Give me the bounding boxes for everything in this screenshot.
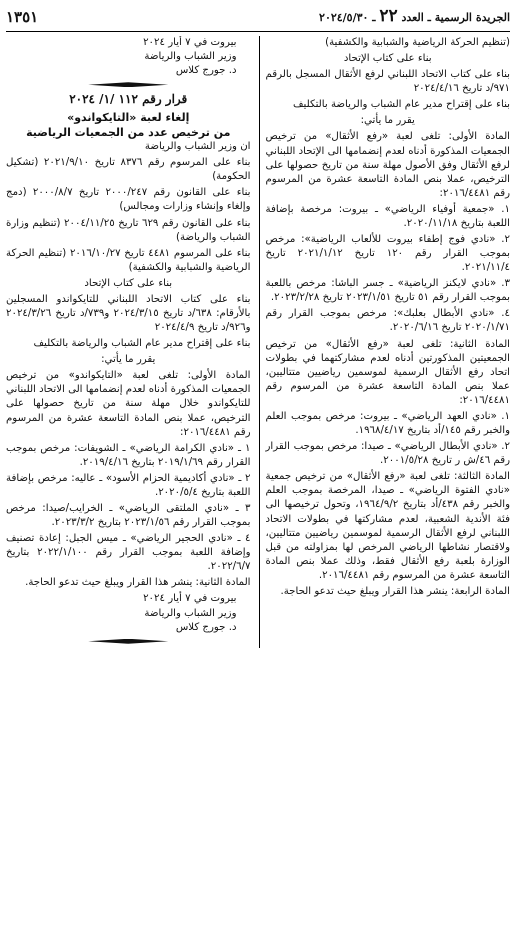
text-line: بناء على كتاب الاتحاد اللبناني لرفع الأثقال المسجل بالرقم ٩٧١/د تاريخ ٢٠٢٤/٤/١٦: [265, 69, 510, 95]
list-item: ١ ـ «نادي الكرامة الرياضي» ـ الشويفات: مرخص بموجب القرار رقم ٢٠١٩/١/٦٩ بتاريخ ٢٠١٩/٤/١٦.: [6, 442, 251, 468]
text-line: بناء على كتاب الاتحاد اللبناني للتايكواندو المسجلين بالأرقام: ٦٣٨/د تاريخ ٢٠٢٤/٣/١٥ و٧٣٩/د تاريخ ٢٠٢٤/٣/٢٦ و٩٢٦/د تاريخ ٢٠٢٤/٤/٩: [6, 293, 251, 334]
text-line: بناء على القانون رقم ٢٠٠٠/٢٤٧ تاريخ ٢٠٠٠/٨/٧ (دمج وإلغاء وإنشاء وزارات ومجالس): [6, 187, 251, 213]
article-1: المادة الأولى: تلغى لعبة «التايكواندو» من ترخيص الجمعيات المذكورة أدناه لعدم إنضمامها الى الاتحاد اللبناني للتايكواندو خلال مهلة سنة من تاريخ حصولها على الترخيص، عملا بنص المادة التاسعة عشرة من المرسوم رقم ٢٠١٦/٤٤٨١:: [6, 370, 251, 438]
list-item: ١. «جمعية أوفياء الرياضي» ـ بيروت: مرخصة بإضافة اللعبة بتاريخ ٢٠٢٠/١١/١٨.: [265, 203, 510, 229]
text-line: بناء على كتاب الإتحاد: [343, 53, 432, 65]
decision-subtitle: من ترخيص عدد من الجمعيات الرياضية: [26, 125, 231, 139]
article-3: المادة الثالثة: تلغى لعبة «رفع الأثقال» من ترخيص جمعية «نادي الفتوة الرياضي» ـ صيدا، المرخصة بموجب العلم والخبر رقم ٤٣٨/أد بتاريخ ١٩٦٤/٩/٢، وتحول ترخيصها الى فئة الأندية الشعبية، لعدم مشاركتها في بطولات الاتحاد اللبناني لرفع الأثقال الرسمية لموسمين رياضيين متتاليين، ولاقتصار نشاطها الرياضي المرخص لها بمزاولته من قبل الوزارة بلعبة رفع الأثقال فقط، وذلك عملا بنص المادة التاسعة عشرة من المرسوم رقم ٢٠١٦/٤٤٨١.: [265, 471, 510, 581]
signature-role: وزير الشباب والرياضة: [144, 607, 237, 619]
signature-place: بيروت في ٧ أيار ٢٠٢٤: [143, 593, 237, 605]
text-line: يقرر ما يأتي:: [360, 115, 415, 127]
columns: [6, 36, 510, 648]
page-number: ١٣٥١: [6, 7, 39, 26]
article-4: المادة الرابعة: ينشر هذا القرار ويبلغ حيث تدعو الحاجة.: [280, 585, 510, 597]
signature-name: د. جورج كلاس: [175, 65, 237, 77]
right-column: [259, 36, 511, 648]
article-2: المادة الثانية: ينشر هذا القرار ويبلغ حيث تدعو الحاجة.: [25, 577, 251, 589]
signature-place: بيروت في ٧ أيار ٢٠٢٤: [143, 37, 237, 48]
list-item: ٢. «نادي الأبطال الرياضي» ـ صيدا: مرخص بموجب القرار رقم ٤٦/ش ر تاريخ ٢٠٠١/٥/٢٨.: [265, 441, 510, 467]
issue-date: ـ ٢٠٢٤/٥/٣٠: [319, 11, 376, 25]
text-line: بناء على المرسوم رقم ٨٣٧٦ تاريخ ٢٠٢١/٩/١٠ (تشكيل الحكومة): [6, 157, 251, 183]
list-item: ٣ ـ «نادي الملتقى الرياضي» ـ الخرايب/صيدا: مرخص بموجب القرار رقم ٢٠٢٣/١/٥٦ بتاريخ ٢٠٢٣/٣/٢.: [6, 503, 251, 529]
list-item: ٤ ـ «نادي الحجير الرياضي» ـ ميس الجبل: إعادة تصنيف وإضافة اللعبة بموجب القرار رقم ٢٠٢٢/١/١٠٠ بتاريخ ٢٠٢٢/٦/٧.: [6, 533, 251, 573]
page-header: [6, 6, 510, 32]
decision-title: قرار رقم ١١٢ /١/ ٢٠٢٤: [69, 92, 188, 107]
list-item: ١. «نادي العهد الرياضي» ـ بيروت: مرخص بموجب العلم والخبر رقم ١٤٥/أد بتاريخ ١٩٦٨/٤/١٧.: [265, 410, 510, 437]
text-line: بناء على كتاب الإتحاد: [84, 277, 173, 289]
list-item: ٢ ـ «نادي أكاديمية الحزام الأسود» ـ عاليه: مرخص بإضافة اللعبة بتاريخ ٢٠٢٠/٥/٤.: [6, 472, 251, 498]
decision-subtitle: إلغاء لعبة «التايكواندو»: [67, 110, 190, 124]
text-line: يقرر ما يأتي:: [101, 354, 156, 366]
ornament-divider: [88, 82, 168, 87]
issue-number: ٢٢: [379, 6, 398, 27]
ornament-divider: [88, 639, 168, 644]
signature-name: د. جورج كلاس: [175, 621, 237, 633]
article-2: المادة الثانية: تلغى لعبة «رفع الأثقال» من ترخيص الجمعيتين المذكورتين أدناه لعدم مشاركتهما في بطولات اتحاد رفع الأثقال الرسمية لموسمين رياضيين متتاليين، عملا بنص المادة التاسعة عشرة من المرسوم رقم ٢٠١٦/٤٤٨١:: [265, 338, 510, 406]
list-item: ٢. «نادي فوج إطفاء بيروت للألعاب الرياضية»: مرخص بموجب القرار رقم ١٢٠ تاريخ ٢٠٢١/١/١٢ تاريخ ٢٠٢١/١١/٤.: [265, 234, 510, 274]
journal-title: الجريدة الرسمية ـ العدد: [401, 11, 510, 25]
text-line: بناء على القانون رقم ٦٢٩ تاريخ ٢٠٠٤/١١/٢٥ (تنظيم وزارة الشباب والرياضة): [6, 217, 251, 243]
list-item: ٣. «نادي لايكنز الرياضية» ـ جسر الباشا: مرخص باللعبة بموجب القرار رقم ٥١ تاريخ ٢٠٢٣/١/٥١ تاريخ ٢٠٢٣/٢/٢٨.: [265, 278, 510, 304]
text-line: (تنظيم الحركة الرياضية والشبابية والكشفية): [325, 37, 510, 48]
left-column: [6, 36, 251, 648]
list-item: ٤. «نادي الأبطال بعلبك»: مرخص بموجب القرار رقم ٢٠٢٠/١/٧١ تاريخ ٢٠٢٠/٦/١٦.: [265, 308, 510, 334]
text-line: ان وزير الشباب والرياضة: [144, 141, 251, 153]
article-1: المادة الأولى: تلغى لعبة «رفع الأثقال» من ترخيص الجمعيات المذكورة أدناه لعدم إنضمامها الى الإتحاد اللبناني لرفع الأثقال وفق الأصول مهلة سنة من تاريخ حصولها على الترخيص، عملا بنص المادة التاسعة عشرة من المرسوم رقم ٢٠١٦/٤٤٨١:: [265, 131, 510, 199]
text-line: بناء على إقتراح مدير عام الشباب والرياضة بالتكليف: [292, 99, 510, 111]
signature-role: وزير الشباب والرياضة: [144, 51, 237, 63]
journal-header: [319, 5, 510, 28]
text-line: بناء على إقتراح مدير عام الشباب والرياضة بالتكليف: [33, 338, 251, 350]
text-line: بناء على المرسوم ٤٤٨١ تاريخ ٢٠١٦/١٠/٢٧ (تنظيم الحركة الرياضية والشبابية والكشفية): [6, 247, 251, 273]
